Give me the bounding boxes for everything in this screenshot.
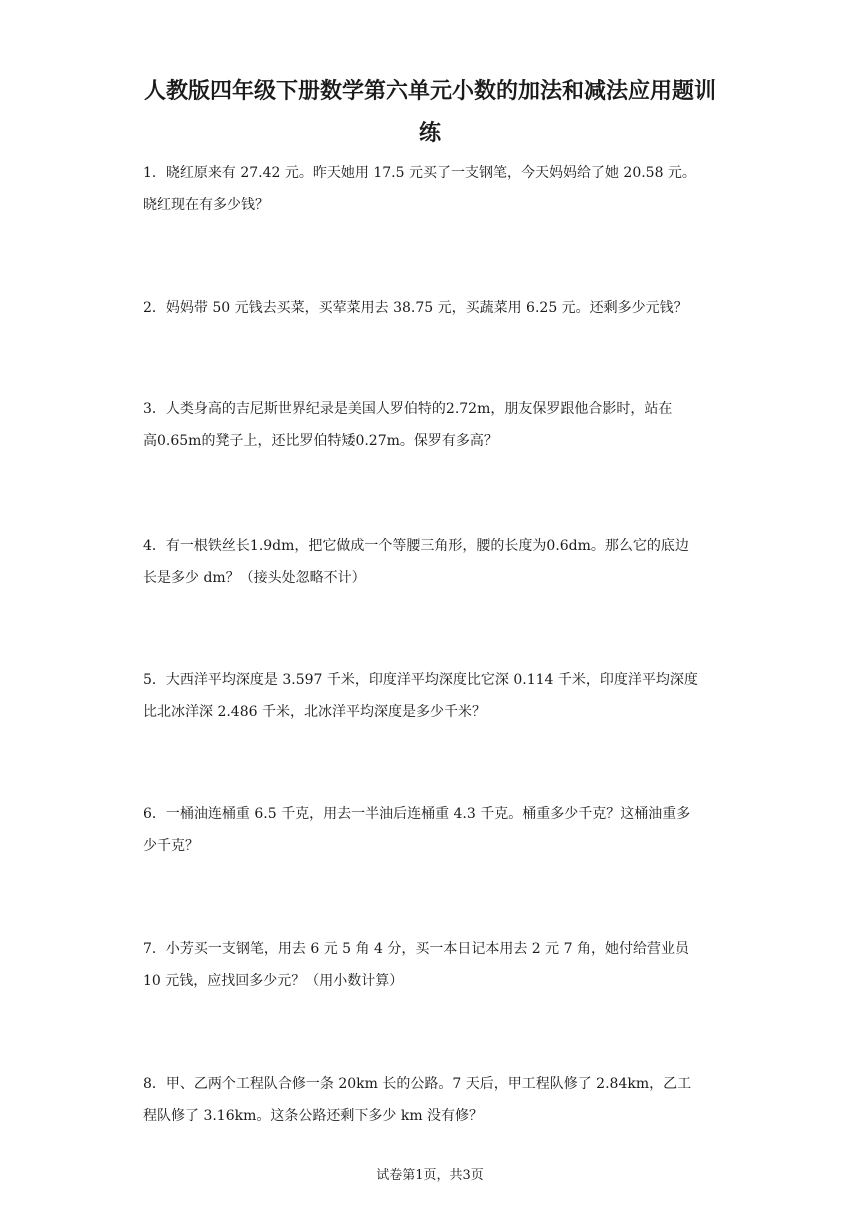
problem-3-line-1: 3．人类身高的吉尼斯世界纪录是美国人罗伯特的2.72m，朋友保罗跟他合影时，站在 xyxy=(143,401,673,417)
problem-1-line-1: 1．晓红原来有 27.42 元。昨天她用 17.5 元买了一支钢笔，今天妈妈给了她 20.58 元。 xyxy=(143,165,696,181)
problem-7 xyxy=(143,933,723,997)
problem-5-line-2: 比北冰洋深 2.486 千米，北冰洋平均深度是多少千米？ xyxy=(143,704,486,720)
problem-8 xyxy=(143,1068,723,1132)
page-title-line-2: 练 xyxy=(418,121,441,146)
problem-8-line-1: 8．甲、乙两个工程队合修一条 20km 长的公路。7 天后，甲工程队修了 2.84km，乙工 xyxy=(143,1076,692,1092)
problem-6 xyxy=(143,798,723,862)
page-footer: 试卷第1页，共3页 xyxy=(376,1168,484,1183)
problem-5-line-1: 5．大西洋平均深度是 3.597 千米，印度洋平均深度比它深 0.114 千米，印度洋平均深度 xyxy=(143,672,698,688)
problem-5 xyxy=(143,664,723,728)
problem-2-line-2 xyxy=(143,324,723,356)
problem-2-line-1: 2．妈妈带 50 元钱去买菜，买荤菜用去 38.75 元，买蔬菜用 6.25 元。还剩多少元钱？ xyxy=(143,300,688,316)
problem-4-line-2: 长是多少 dm？（接头处忽略不计） xyxy=(143,570,366,586)
problem-2 xyxy=(143,292,723,356)
problem-1 xyxy=(143,157,723,221)
problem-6-line-1: 6．一桶油连桶重 6.5 千克，用去一半油后连桶重 4.3 千克。桶重多少千克？这桶油重多 xyxy=(143,806,691,822)
problem-3-line-2: 高0.65m的凳子上，还比罗伯特矮0.27m。保罗有多高？ xyxy=(143,433,498,449)
problem-8-line-2: 程队修了 3.16km。这条公路还剩下多少 km 没有修？ xyxy=(143,1108,484,1124)
problem-7-line-1: 7．小芳买一支钢笔，用去 6 元 5 角 4 分，买一本日记本用去 2 元 7 角，她付给营业员 xyxy=(143,941,689,957)
page-title-line-1: 人教版四年级下册数学第六单元小数的加法和减法应用题训 xyxy=(143,79,716,104)
problem-3 xyxy=(143,393,723,457)
problem-4-line-1: 4．有一根铁丝长1.9dm，把它做成一个等腰三角形，腰的长度为0.6dm。那么它的底边 xyxy=(143,538,689,554)
problem-6-line-2: 少千克？ xyxy=(143,838,199,854)
problem-4 xyxy=(143,530,723,594)
problem-1-line-2: 晓红现在有多少钱？ xyxy=(143,197,269,213)
problem-7-line-2: 10 元钱，应找回多少元？（用小数计算） xyxy=(143,973,404,989)
